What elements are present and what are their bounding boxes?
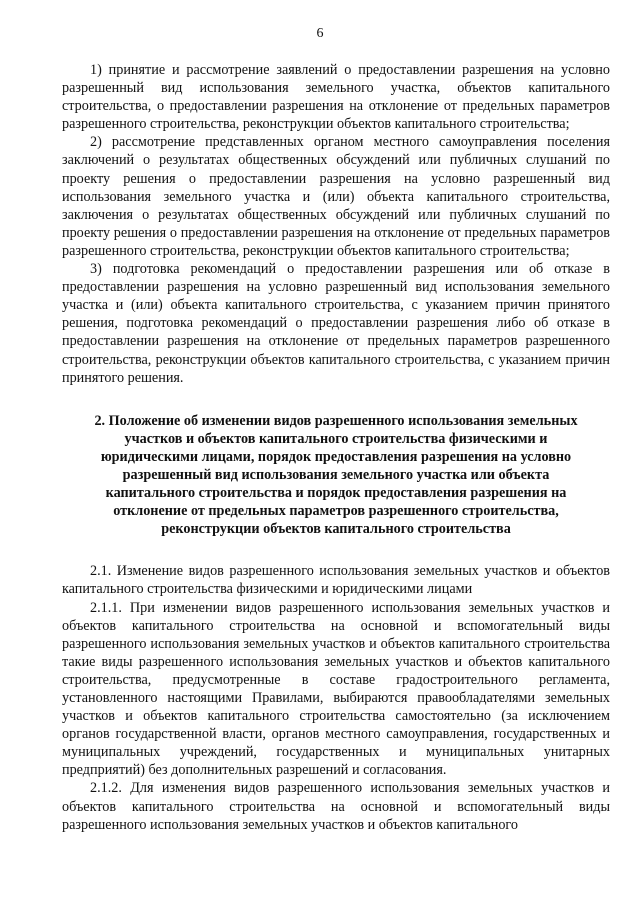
paragraph: 2) рассмотрение представленных органом местного самоуправления поселения заключений о результатах общественных обсуждений или публичных слушаний по проекту решения о предоставлении разрешения на условно разрешенный вид использования земельного участка и (или) объекта капитального строительства, заключения о результатах общественных обсуждений или публичных слушаний по проекту решения о предоставлении разрешения на отклонение от предельных параметров разрешенного строительства, реконструкции объектов капитального строительства; xyxy=(62,134,610,259)
paragraph: 3) подготовка рекомендаций о предоставлении разрешения или об отказе в предоставлении разрешения на условно разрешенный вид использования земельного участка и (или) объекта капитального строительства, с указанием причин принятого решения, подготовка рекомендаций о предоставлении разрешения либо об отказе в предоставлении разрешения на отклонение от предельных параметров разрешенного строительства, реконструкции объектов капитального строительства, с указанием причин принятого решения. xyxy=(62,261,610,386)
paragraph: 2.1.1. При изменении видов разрешенного использования земельных участков и объектов капитального строительства на основной и вспомогательный виды разрешенного использования земельных участков и объектов капитального строительства такие виды разрешенного использования земельных участков и объектов капитального строительства, предусмотренные в составе градостроительного регламента, установленного настоящими Правилами, выбираются правообладателями земельных участков и объектов капитального строительства самостоятельно (за исключением органов государственной власти, органов местного самоуправления, государственных и муниципальных учреждений, государственных и муниципальных унитарных предприятий) без дополнительных разрешений и согласования. xyxy=(62,599,610,779)
paragraph: 2.1.2. Для изменения видов разрешенного использования земельных участков и объектов капитального строительства на основной и вспомогательный виды разрешенного использования земельных участков и объектов капитального xyxy=(62,780,610,833)
page-number: 6 xyxy=(316,26,324,41)
document-body xyxy=(62,61,610,834)
paragraph: 1) принятие и рассмотрение заявлений о предоставлении разрешения на условно разрешенный вид использования земельного участка, объектов капитального строительства, о предоставлении разрешения на отклонение от предельных параметров разрешенного строительства, реконструкции объектов капитального строительства; xyxy=(62,62,610,133)
paragraph: 2.1. Изменение видов разрешенного использования земельных участков и объектов капитального строительства физическими и юридическими лицами xyxy=(62,563,610,598)
section-heading: 2. Положение об изменении видов разрешенного использования земельных участков и объектов капитального строительства физическими и юридическими лицами, порядок предоставления разрешения на условно разрешенный вид использования земельного участка или объекта капитального строительства и порядок предоставления разрешения на отклонение от предельных параметров разрешенного строительства, реконструкции объектов капитального строительства xyxy=(94,412,578,538)
